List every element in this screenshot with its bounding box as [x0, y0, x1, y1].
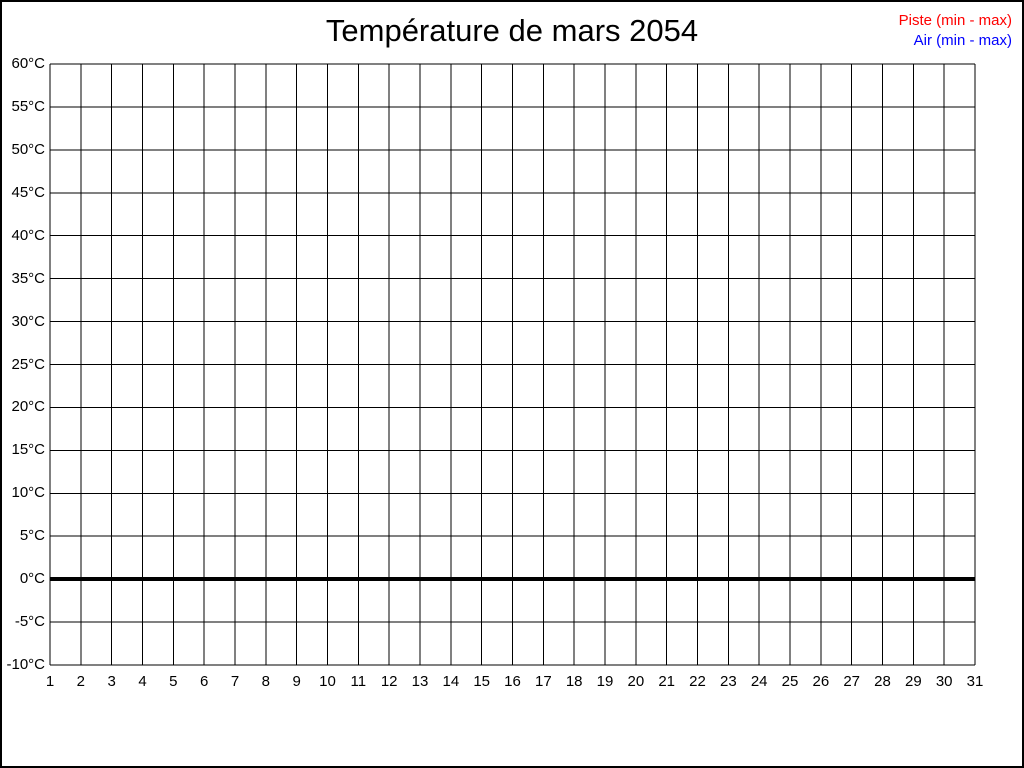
- x-tick-label: 25: [781, 673, 799, 690]
- x-tick-label: 6: [199, 673, 209, 690]
- y-tick-label: 5°C: [19, 527, 45, 545]
- x-tick-label: 4: [138, 673, 147, 690]
- x-tick-label: 5: [169, 673, 178, 690]
- x-tick-label: 17: [534, 673, 552, 690]
- chart-title: Température de mars 2054: [325, 13, 699, 48]
- x-tick-label: 10: [319, 673, 336, 690]
- y-tick-label: 0°C: [19, 570, 45, 588]
- chart-legend: [899, 11, 1012, 51]
- x-tick-label: 23: [719, 673, 737, 690]
- x-tick-label: 24: [750, 673, 768, 690]
- x-tick-label: 18: [565, 673, 583, 690]
- x-tick-label: 11: [350, 673, 367, 690]
- y-tick-label: 45°C: [11, 183, 45, 201]
- x-tick-label: 1: [45, 673, 55, 690]
- y-tick-label: 30°C: [11, 312, 45, 330]
- x-tick-label: 15: [473, 673, 490, 690]
- y-tick-label: 10°C: [11, 484, 45, 502]
- x-tick-label: 19: [596, 673, 614, 690]
- x-tick-label: 26: [812, 673, 830, 690]
- y-tick-label: 35°C: [11, 269, 45, 287]
- x-tick-label: 31: [966, 673, 984, 690]
- x-tick-label: 8: [261, 673, 270, 690]
- x-tick-label: 14: [442, 673, 460, 690]
- y-tick-label: -10°C: [6, 656, 45, 673]
- x-tick-label: 29: [904, 673, 922, 690]
- x-tick-label: 20: [627, 673, 645, 690]
- x-tick-label: 13: [411, 673, 429, 690]
- legend-item-air: Air (min - max): [913, 32, 1012, 49]
- x-tick-label: 28: [874, 673, 891, 690]
- x-tick-label: 27: [843, 673, 860, 690]
- y-tick-label: 50°C: [11, 140, 45, 158]
- y-tick-label: -5°C: [14, 613, 45, 631]
- x-tick-label: 2: [76, 673, 85, 690]
- x-tick-label: 16: [504, 673, 521, 690]
- y-tick-label: 20°C: [11, 398, 45, 416]
- y-tick-label: 40°C: [11, 226, 45, 244]
- y-tick-label: 60°C: [11, 55, 45, 72]
- legend-item-piste: Piste (min - max): [898, 12, 1012, 29]
- y-tick-label: 15°C: [11, 441, 45, 459]
- x-tick-label: 22: [689, 673, 706, 690]
- y-tick-label: 25°C: [11, 355, 45, 373]
- y-tick-label: 55°C: [11, 97, 45, 115]
- x-tick-label: 3: [107, 673, 116, 690]
- x-tick-label: 7: [230, 673, 240, 690]
- x-tick-label: 30: [935, 673, 953, 690]
- x-tick-label: 21: [658, 673, 675, 690]
- x-tick-label: 9: [292, 673, 301, 690]
- x-tick-label: 12: [380, 673, 398, 690]
